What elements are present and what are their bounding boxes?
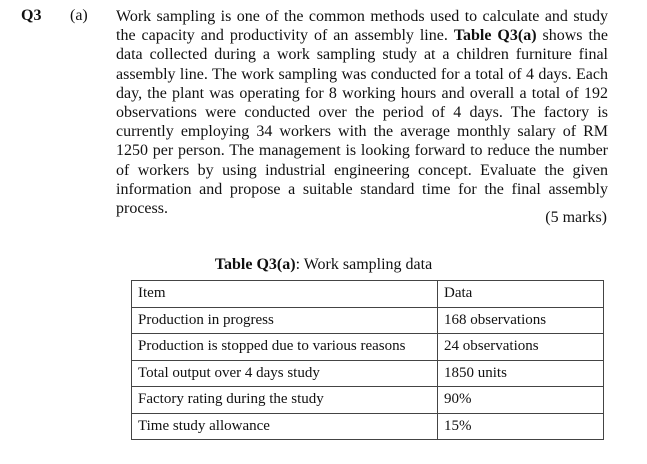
table-caption (0, 256, 647, 274)
table-header-row (132, 281, 604, 308)
row-value: 168 observations (438, 307, 604, 334)
row-value: 24 observations (438, 334, 604, 361)
row-value: 15% (438, 413, 604, 440)
marks-allocation: (5 marks) (545, 209, 607, 226)
table-row (132, 413, 604, 440)
paragraph-text-1: Work sampling is one of the common methods used to calculate and study the capacity and productivity of an assembly line. (116, 8, 608, 45)
table-row (132, 334, 604, 361)
table-row (132, 360, 604, 387)
header-item: Item (132, 281, 438, 308)
row-value: 90% (438, 387, 604, 414)
table-caption-text: : Work sampling data (295, 256, 433, 273)
question-part: (a) (70, 7, 88, 24)
row-item: Factory rating during the study (132, 387, 438, 414)
work-sampling-table (131, 280, 604, 440)
table-reference: Table Q3(a) (453, 27, 537, 45)
table-row (132, 307, 604, 334)
row-item: Production is stopped due to various reasons (132, 334, 438, 361)
header-data: Data (438, 281, 604, 308)
row-value: 1850 units (438, 360, 604, 387)
row-item: Production in progress (132, 307, 438, 334)
row-item: Total output over 4 days study (132, 360, 438, 387)
table-caption-label: Table Q3(a) (214, 256, 296, 273)
question-number: Q3 (21, 7, 42, 24)
table-row (132, 387, 604, 414)
row-item: Time study allowance (132, 413, 438, 440)
paragraph-text-2: shows the data collected during a work sampling study at a children furniture final assembly line. The work sampling was conducted for a total of 4 days. Each day, the plant was operating for 8 working hours and overall a total of 192 observations were conducted over the period of 4 days. The factory is currently employing 34 workers with the average monthly salary of RM 1250 per person. The management is looking forward to reduce the number of workers by using industrial engineering concept. Evaluate the given information and propose a suitable standard time for the final assembly process. (116, 27, 609, 218)
question-paragraph (116, 7, 608, 218)
